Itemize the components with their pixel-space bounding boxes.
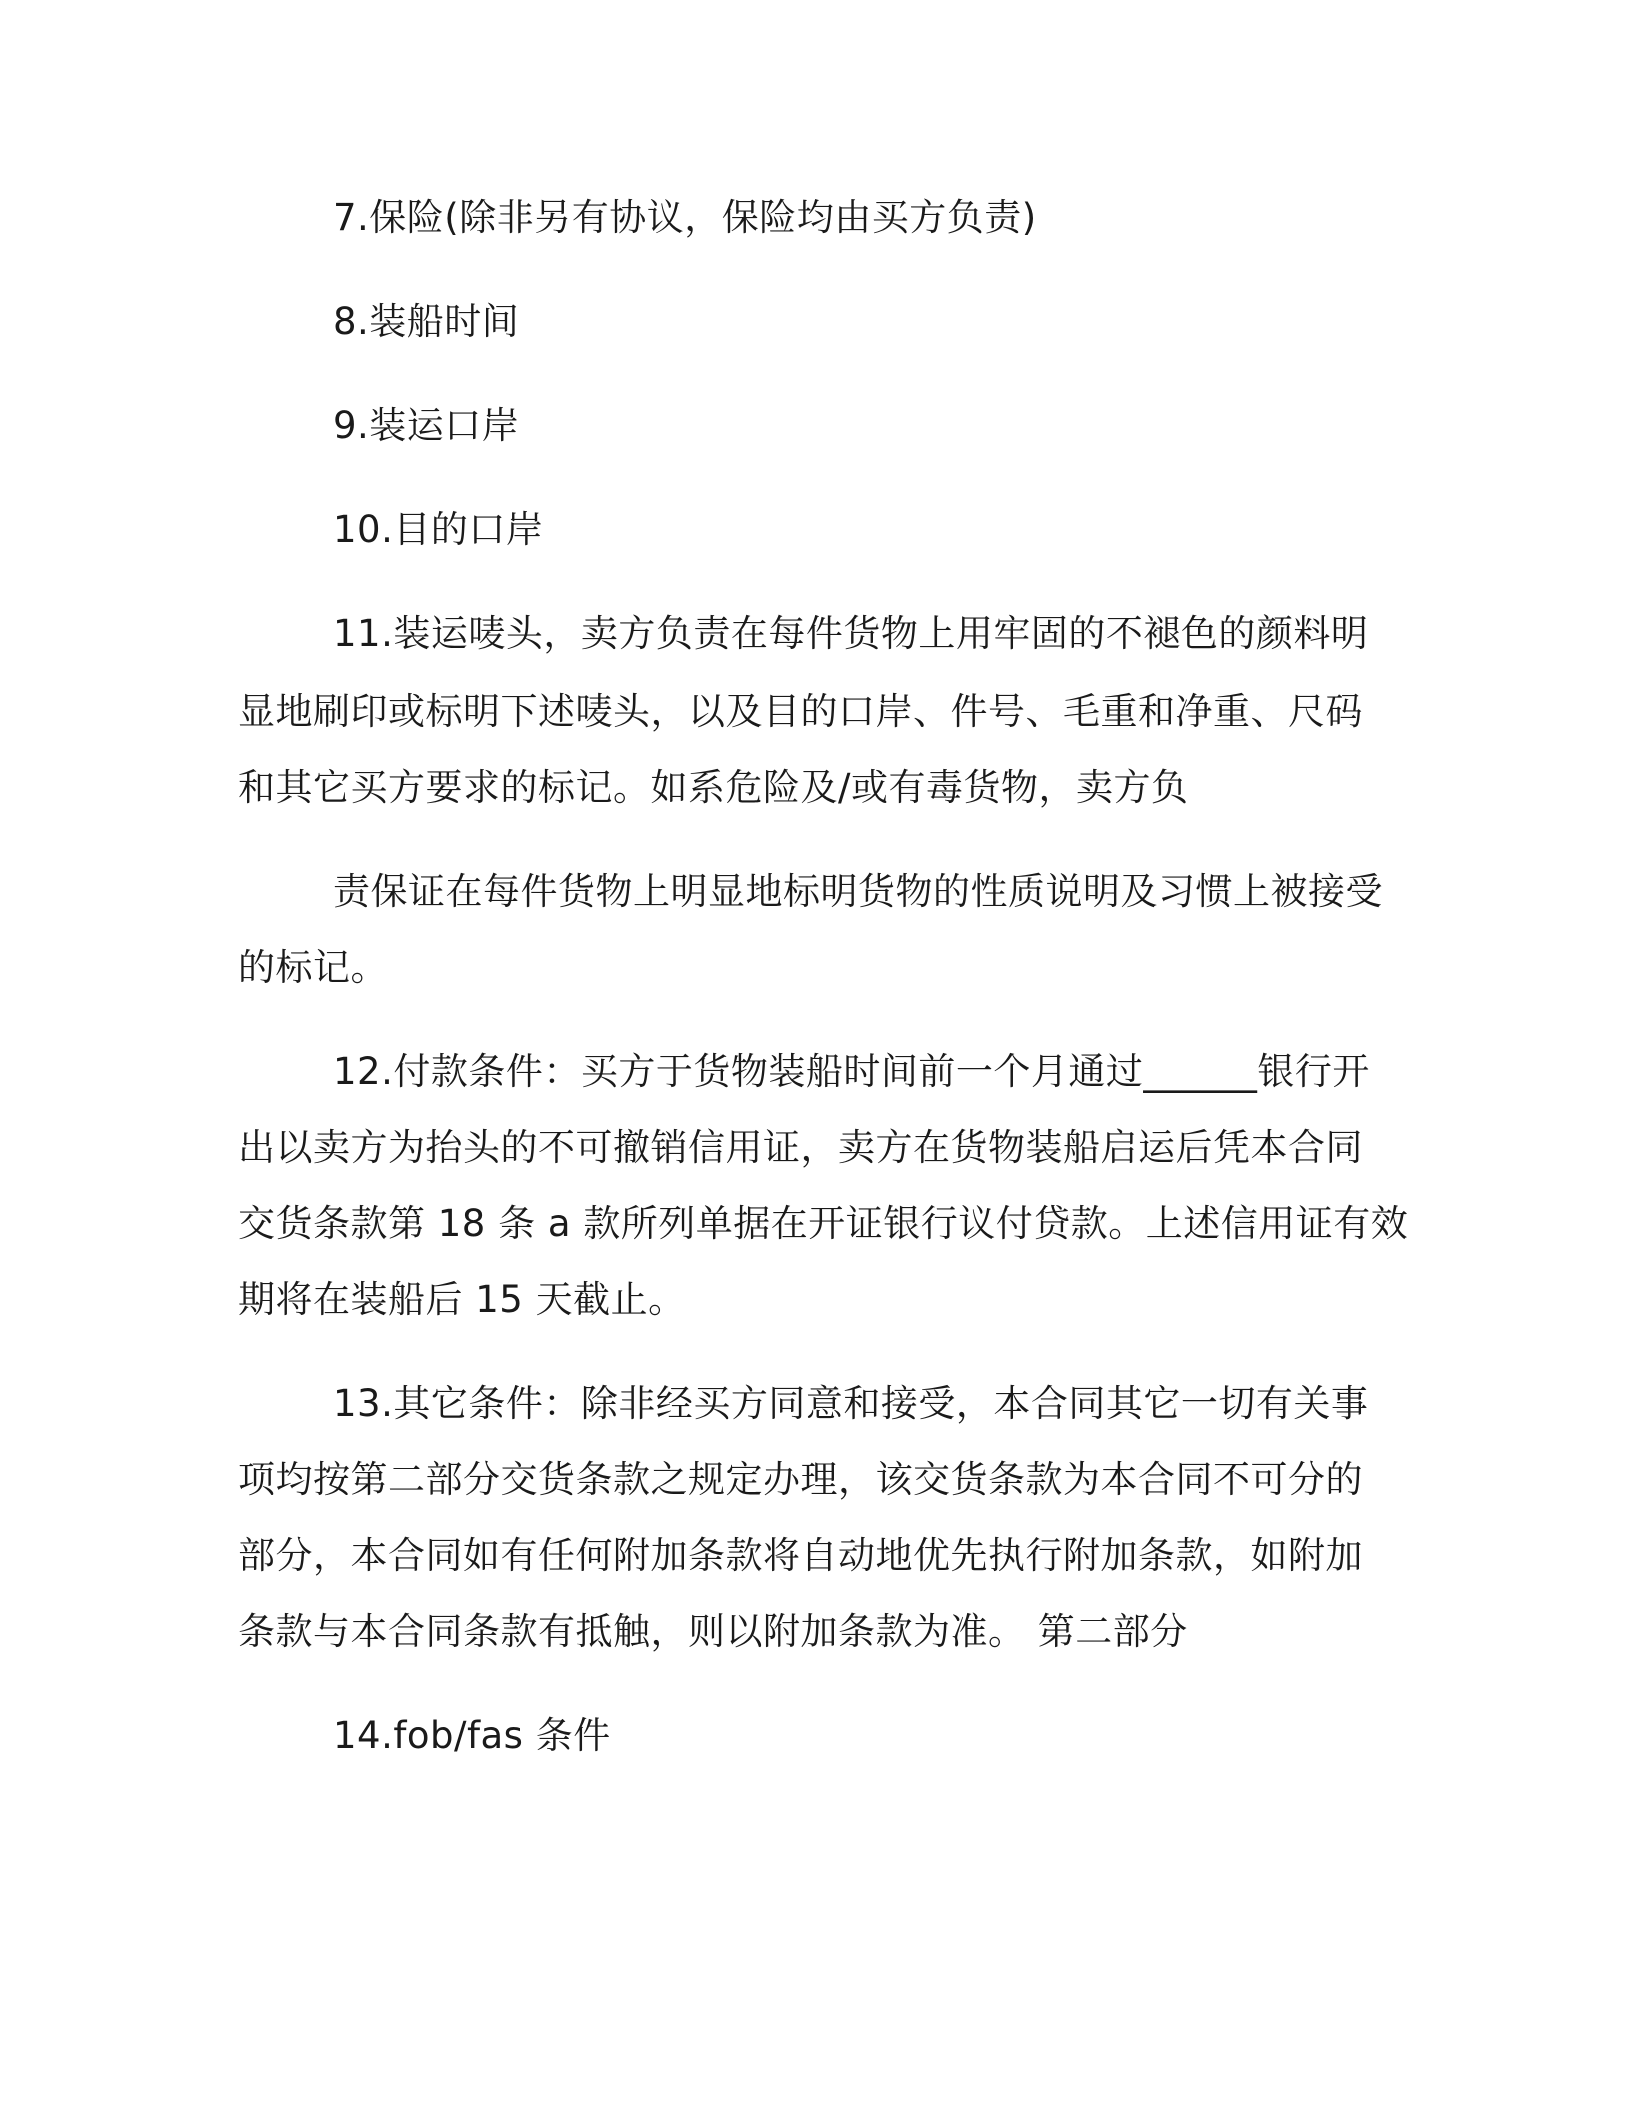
clause-11-shipping-marks-line-5: 的标记。	[238, 946, 388, 989]
clause-13-other-terms-line-4: 条款与本合同条款有抵触，则以附加条款为准。 第二部分	[238, 1610, 1188, 1653]
clause-11-shipping-marks-line-2: 显地刷印或标明下述唛头，以及目的口岸、件号、毛重和净重、尺码	[238, 690, 1363, 733]
clause-13-other-terms-line-3: 部分，本合同如有任何附加条款将自动地优先执行附加条款，如附加	[238, 1534, 1363, 1577]
clause-11-shipping-marks-line-1: 11.装运唛头，卖方负责在每件货物上用牢固的不褪色的颜料明	[333, 612, 1369, 655]
clause-11-shipping-marks-line-4: 责保证在每件货物上明显地标明货物的性质说明及习惯上被接受	[333, 870, 1383, 913]
clause-7-insurance: 7.保险(除非另有协议，保险均由买方负责)	[333, 196, 1037, 239]
clause-12-payment-line-2: 出以卖方为抬头的不可撤销信用证，卖方在货物装船启运后凭本合同	[238, 1126, 1363, 1169]
clause-13-other-terms-line-2: 项均按第二部分交货条款之规定办理，该交货条款为本合同不可分的	[238, 1458, 1363, 1501]
clause-12-payment-line-3: 交货条款第 18 条 a 款所列单据在开证银行议付贷款。上述信用证有效	[238, 1202, 1409, 1245]
clause-10-port-of-destination: 10.目的口岸	[333, 508, 544, 551]
clause-9-port-of-loading: 9.装运口岸	[333, 404, 520, 447]
clause-11-shipping-marks-line-3: 和其它买方要求的标记。如系危险及/或有毒货物，卖方负	[238, 766, 1189, 809]
clause-14-fob-fas-terms: 14.fob/fas 条件	[333, 1714, 611, 1757]
clause-12-payment-line-4: 期将在装船后 15 天截止。	[238, 1278, 686, 1321]
clause-12-payment-line-1: 12.付款条件：买方于货物装船时间前一个月通过______银行开	[333, 1050, 1370, 1093]
clause-13-other-terms-line-1: 13.其它条件：除非经买方同意和接受，本合同其它一切有关事	[333, 1382, 1369, 1425]
clause-8-shipment-time: 8.装船时间	[333, 300, 520, 343]
